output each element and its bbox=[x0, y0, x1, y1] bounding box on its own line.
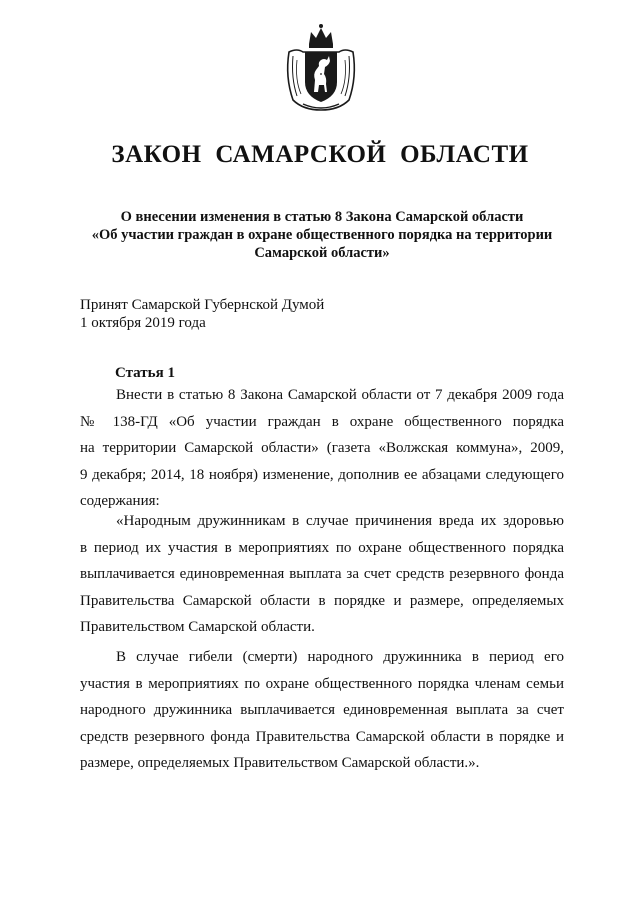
text-line: Правительства Самарской области в порядке и размере, определяемых bbox=[80, 592, 564, 609]
adoption-date: 1 октября 2019 года bbox=[80, 315, 206, 331]
text-line: участия в мероприятиях по охране общественного порядка членам семьи bbox=[80, 675, 564, 692]
text-line: в период их участия в мероприятиях по охране общественного порядка bbox=[80, 539, 564, 556]
text-line: размере, определяемых Правительством Самарской области.». bbox=[80, 755, 480, 772]
adoption-line: Принят Самарской Губернской Думой bbox=[80, 297, 325, 313]
subtitle-line: О внесении изменения в статью 8 Закона Самарской области bbox=[120, 209, 524, 225]
text-line: Правительством Самарской области. bbox=[80, 619, 315, 636]
samara-coat-of-arms-icon bbox=[283, 22, 359, 112]
text-line: народного дружинника выплачивается единовременная выплата за счет bbox=[80, 702, 564, 719]
text-line: средств резервного фонда Правительства Самарской области в порядке и bbox=[80, 728, 564, 745]
paragraph-injury-payment bbox=[80, 508, 564, 641]
article-heading: Статья 1 bbox=[115, 365, 175, 381]
text-line: № 138-ГД «Об участии граждан в охране общественного порядка bbox=[80, 413, 564, 430]
subtitle-line: Самарской области» bbox=[254, 245, 390, 261]
law-subtitle bbox=[80, 208, 564, 262]
text-line: на территории Самарской области» (газета «Волжская коммуна», 2009, bbox=[80, 440, 564, 457]
text-line: «Народным дружинникам в случае причинения вреда их здоровью bbox=[116, 513, 564, 529]
text-line: 9 декабря; 2014, 18 ноября) изменение, дополнив ее абзацами следующего bbox=[80, 466, 564, 483]
text-line: выплачивается единовременная выплата за счет средств резервного фонда bbox=[80, 566, 564, 583]
text-line: В случае гибели (смерти) народного дружинника в период его bbox=[116, 649, 564, 665]
subtitle-line: «Об участии граждан в охране общественного порядка на территории bbox=[91, 227, 553, 243]
text-line: содержания: bbox=[80, 493, 160, 510]
adoption-note bbox=[80, 296, 324, 332]
text-line: Внести в статью 8 Закона Самарской области от 7 декабря 2009 года bbox=[116, 387, 564, 403]
paragraph-amendment-intro bbox=[80, 382, 564, 515]
paragraph-death-payment bbox=[80, 644, 564, 777]
law-title: ЗАКОН САМАРСКОЙ ОБЛАСТИ bbox=[111, 141, 529, 168]
